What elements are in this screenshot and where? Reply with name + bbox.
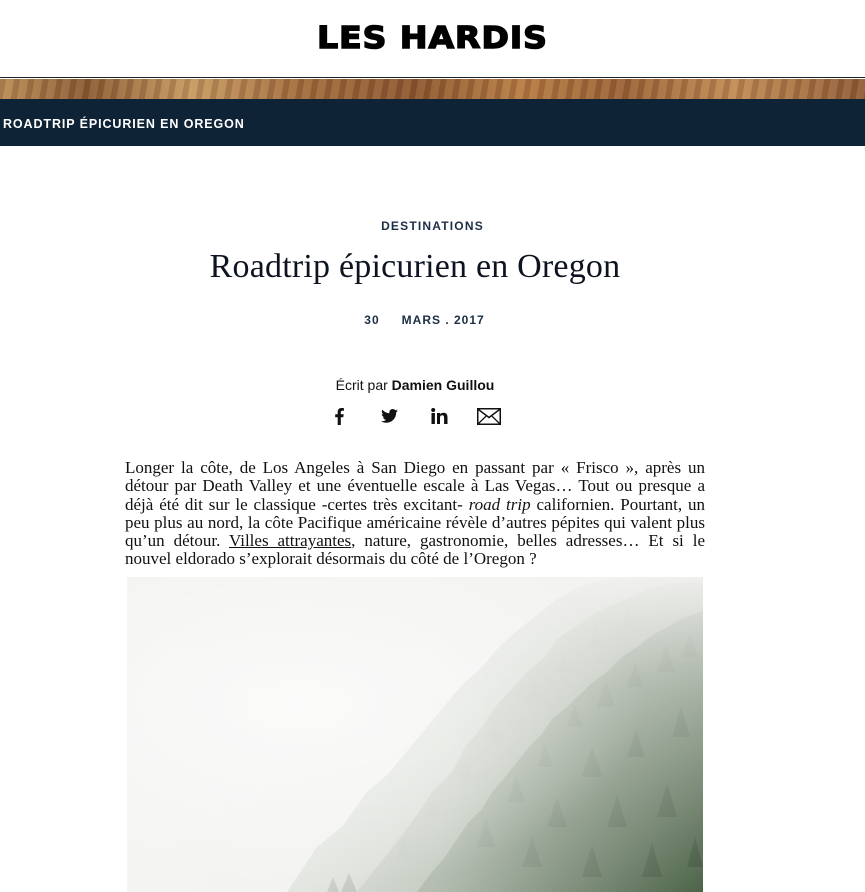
byline (0, 377, 830, 393)
lead-emphasis: road trip (468, 494, 531, 514)
site-header (0, 0, 865, 78)
lead-text-1: Longer la côte, de Los Angeles à San Diego en passant par « Frisco », après un détour par Death Valley et une éventuelle escale à Las Vegas… Tout ou presque a déjà été dit sur le classique -certes très excitant- (125, 458, 705, 514)
article-category[interactable]: DESTINATIONS (381, 219, 484, 233)
hero-image-strip (0, 79, 865, 99)
date-month-year: MARS . 2017 (401, 313, 485, 327)
sticky-title-bar (0, 99, 865, 146)
twitter-share-button[interactable] (375, 402, 403, 430)
facebook-icon (333, 407, 345, 425)
facebook-share-button[interactable] (325, 402, 353, 430)
article-title: Roadtrip épicurien en Oregon (209, 248, 621, 285)
twitter-icon (381, 409, 398, 423)
site-logo[interactable]: LES HARDIS (317, 19, 548, 56)
lead-text-2: californien. Pourtant, un peu plus au nord, la côte Pacifique américaine révèle d’autres pépites qui valent plus qu’un détour. (125, 494, 706, 551)
byline-prefix: Écrit par (335, 377, 388, 393)
sticky-title-text: ROADTRIP ÉPICURIEN EN OREGON (3, 117, 245, 131)
article-lead (125, 459, 705, 569)
lead-text-3: , nature, gastronomie, belles adresses… Et si le nouvel eldorado s’explorait désormais du côté de l’Oregon ? (125, 531, 705, 569)
villes-attrayantes-link[interactable]: Villes attrayantes (228, 531, 352, 551)
foggy-forest-image (127, 577, 703, 892)
author-name[interactable]: Damien Guillou (391, 377, 495, 393)
linkedin-share-button[interactable] (425, 402, 453, 430)
mail-icon (477, 408, 501, 425)
linkedin-icon (431, 408, 448, 424)
email-share-button[interactable] (475, 402, 503, 430)
article-photo-foggy-forest (127, 577, 703, 892)
date-day: 30 (364, 313, 380, 327)
article-date (0, 313, 865, 327)
share-bar (325, 402, 515, 430)
